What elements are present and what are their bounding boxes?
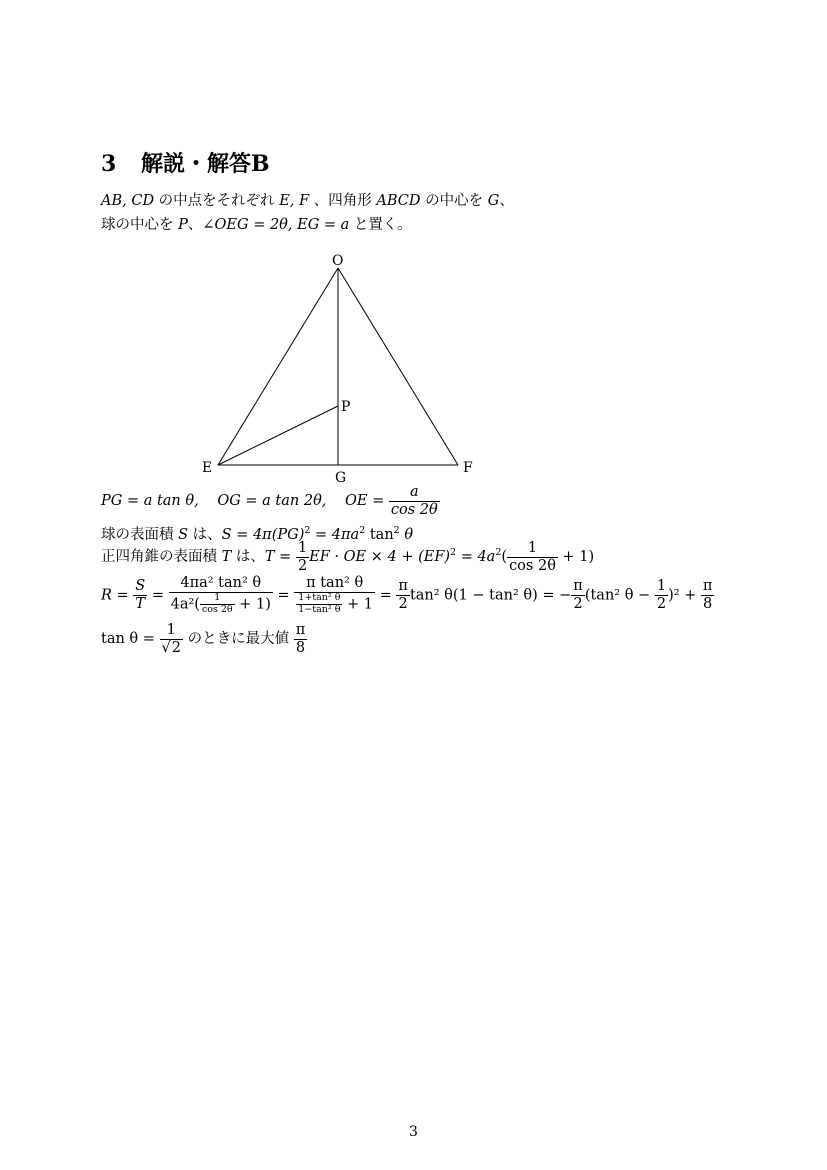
- math: tan: [365, 527, 394, 543]
- math: + 1): [557, 549, 595, 566]
- den-part: + 1): [234, 596, 271, 613]
- intro-math: ∠OEG = 2θ, EG = a: [202, 217, 350, 233]
- denominator: 2: [398, 595, 408, 612]
- label-G: G: [335, 470, 347, 486]
- intro-text: の中心を: [420, 193, 488, 209]
- denominator: cos 2θ: [390, 501, 438, 518]
- formula-OE: OE =: [345, 493, 385, 510]
- numerator: 1: [507, 540, 558, 558]
- text: のときに最大値: [183, 631, 294, 648]
- formula-OG: OG = a tan 2θ,: [217, 493, 327, 510]
- fraction-pi-2: [571, 578, 585, 612]
- intro-text: の中点をそれぞれ: [154, 193, 280, 209]
- numerator: 1: [297, 540, 308, 556]
- fraction-pi-2: [396, 578, 410, 612]
- intro-math: ABCD: [376, 193, 421, 209]
- text: は、: [188, 527, 222, 543]
- formula-5: [101, 622, 307, 656]
- formula-PG: PG = a tan θ,: [101, 493, 199, 510]
- label-O: O: [332, 253, 344, 269]
- numerator: π: [573, 578, 583, 595]
- denominator: 8: [295, 639, 306, 656]
- intro-text: 、: [499, 193, 514, 209]
- text: は、: [231, 549, 265, 566]
- denominator: 1−tan² θ: [298, 603, 341, 615]
- formula-4: [101, 575, 714, 616]
- denominator: 2: [573, 595, 583, 612]
- text: 正四角錐の表面積: [101, 549, 222, 566]
- intro-math: E, F: [279, 193, 310, 209]
- math: S = 4π(PG): [221, 527, 305, 543]
- label-E: E: [202, 460, 213, 476]
- superscript: 2: [359, 525, 366, 536]
- label-F: F: [463, 460, 473, 476]
- numerator: π tan² θ: [294, 575, 375, 593]
- fraction-inner: [296, 593, 342, 616]
- math: θ: [399, 527, 414, 543]
- denominator: 2: [656, 595, 667, 612]
- fraction-pi-8: [701, 578, 715, 612]
- label-P: P: [341, 399, 351, 415]
- numerator: 1: [160, 622, 183, 640]
- triangle-diagram: [0, 0, 827, 500]
- math: T: [221, 549, 232, 566]
- intro-text: 、: [187, 217, 203, 233]
- intro-math: AB, CD: [101, 193, 155, 209]
- den-part: 4a²(: [170, 596, 200, 613]
- den-part: + 1: [342, 596, 374, 613]
- intro-text: と置く。: [349, 217, 412, 233]
- math: S: [178, 527, 189, 543]
- numerator: 1+tan² θ: [298, 591, 341, 603]
- denominator: cos 2θ: [509, 557, 556, 574]
- numerator: π: [295, 622, 306, 638]
- fraction-3: [294, 575, 375, 616]
- math: (tan² θ −: [584, 587, 651, 604]
- intro-math: G: [487, 193, 500, 209]
- math: tan² θ(1 − tan² θ) = −: [409, 587, 572, 604]
- superscript: 2: [495, 547, 502, 559]
- intro-math: P: [178, 217, 188, 233]
- denominator: T: [135, 595, 146, 612]
- equals: =: [151, 587, 164, 604]
- equals: =: [379, 587, 392, 604]
- intro-text: 球の中心を: [101, 217, 179, 233]
- numerator: 1: [656, 578, 667, 595]
- superscript: 2: [450, 547, 457, 559]
- fraction: [507, 540, 558, 574]
- numerator: π: [398, 578, 408, 595]
- numerator: S: [135, 578, 146, 595]
- sqrt-arg: 2: [171, 639, 182, 656]
- section-number: 3: [101, 151, 117, 177]
- math: R =: [101, 587, 129, 604]
- numerator: π: [702, 578, 713, 595]
- math: )² +: [668, 587, 697, 604]
- numerator: a: [389, 484, 440, 502]
- fraction-half: [296, 540, 309, 574]
- intro-text: 、四角形: [309, 193, 377, 209]
- denominator: [294, 593, 375, 616]
- formula-1: [101, 484, 440, 518]
- text: 球の表面積: [101, 527, 179, 543]
- denominator: cos 2θ: [201, 603, 233, 615]
- math: = 4a: [456, 549, 496, 566]
- denominator: √2: [161, 639, 182, 656]
- superscript: 2: [304, 525, 311, 536]
- fraction-inner: [200, 593, 235, 616]
- equals: =: [277, 587, 290, 604]
- fraction-half: [655, 578, 668, 612]
- fraction-2: [169, 575, 273, 616]
- fraction-inv-sqrt2: [160, 622, 183, 656]
- section-title: 解説・解答B: [141, 151, 270, 177]
- math: EF · OE × 4 + (EF): [309, 549, 451, 566]
- denominator: [169, 593, 273, 616]
- numerator: 1: [200, 593, 235, 605]
- edge-OF: [338, 268, 458, 465]
- fraction-max: [294, 622, 308, 656]
- math: tan θ =: [101, 631, 155, 648]
- math: T =: [264, 549, 292, 566]
- denominator: 2: [297, 557, 308, 574]
- fraction: [389, 484, 440, 518]
- numerator: 4πa² tan² θ: [169, 575, 273, 593]
- formula-3: [101, 540, 594, 574]
- math: = 4πa: [310, 527, 360, 543]
- page-number: 3: [409, 1124, 418, 1140]
- superscript: 2: [393, 525, 400, 536]
- denominator: 8: [703, 595, 713, 612]
- fraction-S-T: [133, 578, 147, 612]
- math: (: [501, 549, 508, 566]
